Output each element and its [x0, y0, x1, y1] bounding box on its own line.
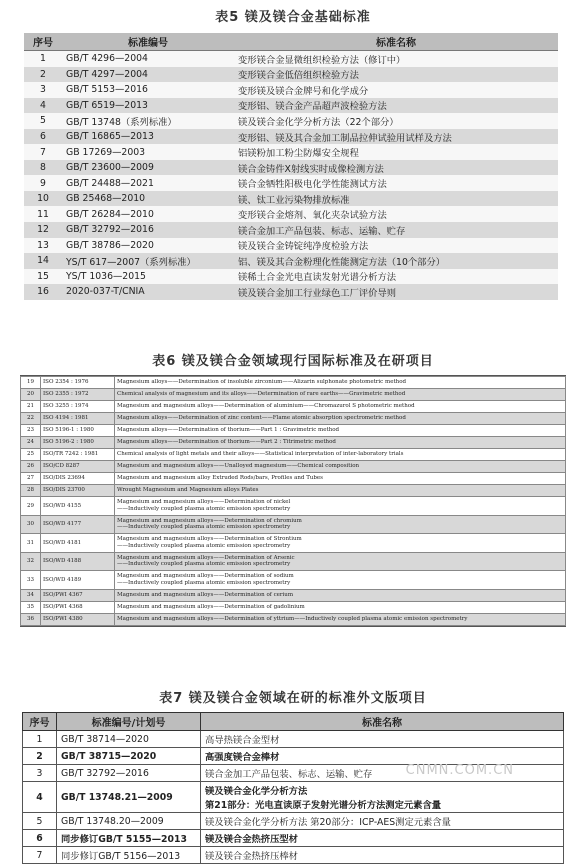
row-number: 29 — [21, 497, 41, 516]
table-row — [21, 497, 566, 516]
row-number: 1 — [24, 51, 62, 67]
standard-code: GB/T 13748.20—2009 — [57, 813, 201, 830]
standard-title — [115, 497, 566, 516]
row-number: 3 — [23, 765, 57, 782]
table-row — [23, 847, 564, 864]
table-row — [21, 534, 566, 553]
table7-caption: 表7 镁及镁合金领域在研的标准外文版项目 — [159, 691, 427, 706]
standard-code: ISO 5196-1 : 1980 — [41, 425, 115, 437]
row-number: 16 — [24, 284, 62, 300]
row-number: 20 — [21, 389, 41, 401]
standard-code: GB/T 38715—2020 — [57, 748, 201, 765]
standard-name — [201, 748, 564, 765]
row-number: 11 — [24, 206, 62, 222]
row-number: 27 — [21, 473, 41, 485]
row-number: 24 — [21, 437, 41, 449]
standard-title-line: Magnesium and magnesium alloys——Unalloyed magnesium——Chemical composition — [117, 463, 360, 470]
standard-title — [115, 401, 566, 413]
table-row — [21, 461, 566, 473]
standard-name-line: 镁及镁合金化学分析方法 — [205, 786, 308, 797]
standard-name-line: 高导热镁合金型材 — [205, 735, 280, 746]
standard-name: 镁及镁合金化学分析方法（22个部分） — [234, 113, 558, 129]
standard-title-line: Magnesium and magnesium alloys——Determination of Strontium — [117, 536, 302, 543]
row-number: 21 — [21, 401, 41, 413]
standard-code: ISO/WD 4177 — [41, 515, 115, 534]
standard-code: YS/T 617—2007（系列标准） — [62, 253, 234, 269]
standard-title-line: ——Inductively coupled plasma atomic emission spectrometry — [117, 524, 291, 531]
standard-code: ISO 3255 : 1974 — [41, 401, 115, 413]
standard-title-line: Magnesium and magnesium alloys——Determination of chromium — [117, 517, 302, 524]
standard-title-line: ——Inductively coupled plasma atomic emission spectrometry — [117, 505, 291, 512]
table5-header-code: 标准编号 — [62, 33, 234, 51]
standard-code: ISO/WD 4181 — [41, 534, 115, 553]
standard-title-line: Magnesium and magnesium alloys——Determination of aluminium——Chromazurol S photometric method — [117, 403, 415, 410]
standard-code: ISO/DIS 23700 — [41, 485, 115, 497]
standard-name: 变形镁合金显微组织检验方法（修订中） — [234, 51, 558, 67]
table-row — [23, 813, 564, 830]
table-row — [24, 129, 558, 145]
standard-title — [115, 515, 566, 534]
row-number: 6 — [24, 129, 62, 145]
standard-code: GB 17269—2003 — [62, 144, 234, 160]
row-number: 28 — [21, 485, 41, 497]
standard-name-line: 镁及镁合金热挤压棒材 — [205, 851, 298, 862]
row-number: 4 — [24, 98, 62, 114]
table6-caption: 表6 镁及镁合金领域现行国际标准及在研项目 — [152, 354, 434, 369]
row-number: 1 — [23, 731, 57, 748]
standard-title-line: Magnesium alloys——Determination of thorium——Part 2 : Titrimetric method — [117, 439, 336, 446]
table-row — [24, 206, 558, 222]
row-number: 8 — [24, 160, 62, 176]
standard-title — [115, 571, 566, 590]
table-row — [24, 238, 558, 254]
standard-code: ISO/PWI 4368 — [41, 601, 115, 613]
table-row — [24, 67, 558, 83]
standard-name: 铝镁粉加工粉尘防爆安全规程 — [234, 144, 558, 160]
table-row — [23, 830, 564, 847]
table5-header-no: 序号 — [24, 33, 62, 51]
standard-code: GB/T 13748（系列标准） — [62, 113, 234, 129]
table-row — [21, 613, 566, 625]
standard-code: GB/T 6519—2013 — [62, 98, 234, 114]
standard-code: ISO 4194 : 1981 — [41, 413, 115, 425]
standard-name — [201, 847, 564, 864]
standard-code: GB/T 16865—2013 — [62, 129, 234, 145]
standard-name: 变形镁及镁合金牌号和化学成分 — [234, 82, 558, 98]
standard-title — [115, 613, 566, 625]
table-row — [24, 113, 558, 129]
row-number: 5 — [23, 813, 57, 830]
standard-title — [115, 377, 566, 389]
table-row — [21, 589, 566, 601]
row-number: 10 — [24, 191, 62, 207]
standard-title — [115, 437, 566, 449]
row-number: 36 — [21, 613, 41, 625]
table-row — [24, 160, 558, 176]
table-row — [21, 601, 566, 613]
standard-code: ISO/TR 7242 : 1981 — [41, 449, 115, 461]
standard-name — [201, 830, 564, 847]
row-number: 13 — [24, 238, 62, 254]
standard-title-line: Magnesium alloys——Determination of insoluble zirconium——Alizarin sulphonate photometric method — [117, 379, 407, 386]
standard-code: GB/T 32792—2016 — [57, 765, 201, 782]
standard-code: ISO 5196-2 : 1980 — [41, 437, 115, 449]
row-number: 35 — [21, 601, 41, 613]
table-row — [24, 284, 558, 300]
standard-code: ISO/WD 4189 — [41, 571, 115, 590]
row-number: 3 — [24, 82, 62, 98]
standard-name-line: 镁及镁合金热挤压型材 — [205, 834, 298, 845]
standard-title-line: Magnesium alloys——Determination of zinc content——Flame atomic absorption spectrometric method — [117, 415, 406, 422]
table-row — [23, 748, 564, 765]
table-row — [21, 377, 566, 389]
standard-name: 变形铝、镁合金产品超声波检验方法 — [234, 98, 558, 114]
standard-name: 变形铝、镁及其合金加工制品拉伸试验用试样及方法 — [234, 129, 558, 145]
row-number: 33 — [21, 571, 41, 590]
standard-code: ISO/PWI 4367 — [41, 589, 115, 601]
table-row — [21, 437, 566, 449]
standard-name: 镁合金牺牲阳极电化学性能测试方法 — [234, 175, 558, 191]
standard-code: ISO/PWI 4380 — [41, 613, 115, 625]
standard-code: ISO/CD 8287 — [41, 461, 115, 473]
table-row — [21, 473, 566, 485]
table7-header-code: 标准编号/计划号 — [57, 713, 201, 731]
standard-code: ISO 2354 : 1976 — [41, 377, 115, 389]
standard-title — [115, 425, 566, 437]
standard-code: GB/T 38786—2020 — [62, 238, 234, 254]
standard-code: 同步修订GB/T 5156—2013 — [57, 847, 201, 864]
standard-name: 镁、钛工业污染物排放标准 — [234, 191, 558, 207]
row-number: 25 — [21, 449, 41, 461]
row-number: 4 — [23, 782, 57, 813]
row-number: 22 — [21, 413, 41, 425]
standard-title-line: Chemical analysis of magnesium and its alloys——Determination of rare earths——Gravimetric method — [117, 391, 406, 398]
standard-title — [115, 449, 566, 461]
standard-code: 2020-037-T/CNIA — [62, 284, 234, 300]
table7 — [22, 712, 564, 864]
standard-title — [115, 461, 566, 473]
table-row — [24, 253, 558, 269]
table-row — [21, 389, 566, 401]
standard-name — [201, 813, 564, 830]
row-number: 15 — [24, 269, 62, 285]
row-number: 7 — [24, 144, 62, 160]
standard-title-line: ——Inductively coupled plasma atomic emission spectrometry — [117, 561, 291, 568]
row-number: 32 — [21, 552, 41, 571]
table5-header-name: 标准名称 — [234, 33, 558, 51]
table7-header — [23, 713, 564, 731]
table-row — [23, 731, 564, 748]
standard-name: 镁及镁合金铸锭纯净度检验方法 — [234, 238, 558, 254]
standard-code: ISO/WD 4155 — [41, 497, 115, 516]
table5-caption: 表5 镁及镁合金基础标准 — [215, 10, 371, 25]
standard-name: 镁合金加工产品包装、标志、运输、贮存 — [234, 222, 558, 238]
table-row — [24, 222, 558, 238]
row-number: 5 — [24, 113, 62, 129]
row-number: 14 — [24, 253, 62, 269]
standard-title-line: Magnesium and magnesium alloys——Determination of nickel — [117, 499, 291, 506]
standard-title — [115, 473, 566, 485]
standard-title-line: ——Inductively coupled plasma atomic emission spectrometry — [117, 542, 291, 549]
table-row — [21, 413, 566, 425]
table-row — [21, 552, 566, 571]
standard-title-line: Magnesium and magnesium alloys——Determination of gadolinium — [117, 603, 305, 610]
row-number: 12 — [24, 222, 62, 238]
row-number: 31 — [21, 534, 41, 553]
standard-title — [115, 413, 566, 425]
row-number: 26 — [21, 461, 41, 473]
row-number: 2 — [23, 748, 57, 765]
standard-code: GB/T 4297—2004 — [62, 67, 234, 83]
standard-code: YS/T 1036—2015 — [62, 269, 234, 285]
standard-code: GB/T 13748.21—2009 — [57, 782, 201, 813]
standard-title-line: ——Inductively coupled plasma atomic emission spectrometry — [117, 579, 291, 586]
standard-title — [115, 485, 566, 497]
standard-name — [201, 782, 564, 813]
table-row — [24, 144, 558, 160]
row-number: 34 — [21, 589, 41, 601]
standard-title-line: Magnesium and magnesium alloys——Determination of Arsenic — [117, 554, 295, 561]
standard-name: 变形镁合金低倍组织检验方法 — [234, 67, 558, 83]
standard-code: GB 25468—2010 — [62, 191, 234, 207]
standard-code: GB/T 24488—2021 — [62, 175, 234, 191]
standard-code: GB/T 26284—2010 — [62, 206, 234, 222]
table-row — [21, 515, 566, 534]
table7-header-no: 序号 — [23, 713, 57, 731]
table-row — [24, 98, 558, 114]
standard-name-line: 镁合金加工产品包装、标志、运输、贮存 — [205, 769, 373, 780]
standard-title-line: Chemical analysis of light metals and their alloys——Statistical interpretation of inter-laboratory trials — [117, 451, 404, 458]
standard-title-line: Magnesium and magnesium alloys——Determination of yttrium——Inductively coupled plasma atomic emission spectrometry — [117, 615, 468, 622]
standard-code: ISO/DIS 23694 — [41, 473, 115, 485]
table6 — [20, 375, 566, 627]
standard-name-line: 第21部分：光电直读原子发射光谱分析方法测定元素含量 — [205, 800, 442, 811]
standard-title — [115, 601, 566, 613]
standard-title — [115, 534, 566, 553]
standard-code: 同步修订GB/T 5155—2013 — [57, 830, 201, 847]
standard-code: GB/T 23600—2009 — [62, 160, 234, 176]
table-row — [21, 425, 566, 437]
standard-title-line: Magnesium and magnesium alloys——Determination of cerium — [117, 591, 294, 598]
standard-name-line: 高强度镁合金棒材 — [205, 752, 280, 763]
standard-name: 铝、镁及其合金粉理化性能测定方法（10个部分） — [234, 253, 558, 269]
row-number: 7 — [23, 847, 57, 864]
row-number: 19 — [21, 377, 41, 389]
table5 — [24, 33, 558, 300]
table-row — [23, 782, 564, 813]
standard-code: GB/T 5153—2016 — [62, 82, 234, 98]
standard-name: 变形镁合金熔剂、氧化夹杂试验方法 — [234, 206, 558, 222]
standard-code: GB/T 32792—2016 — [62, 222, 234, 238]
table-row — [24, 191, 558, 207]
standard-title-line: Magnesium alloys——Determination of thorium——Part 1 : Gravimetric method — [117, 427, 340, 434]
row-number: 6 — [23, 830, 57, 847]
standard-title-line: Wrought Magnesium and Magnesium alloys Plates — [117, 487, 259, 494]
row-number: 30 — [21, 515, 41, 534]
table-row — [24, 51, 558, 67]
table7-header-name: 标准名称 — [201, 713, 564, 731]
standard-name — [201, 731, 564, 748]
table-row — [21, 449, 566, 461]
standard-code: GB/T 4296—2004 — [62, 51, 234, 67]
standard-title-line: Magnesium and magnesium alloy Extruded Rods/bars, Profiles and Tubes — [117, 475, 324, 482]
table-row — [21, 571, 566, 590]
row-number: 2 — [24, 67, 62, 83]
standard-name: 镁稀土合金光电直读发射光谱分析方法 — [234, 269, 558, 285]
table-row — [24, 82, 558, 98]
standard-code: GB/T 38714—2020 — [57, 731, 201, 748]
table-row — [24, 269, 558, 285]
standard-name: 镁及镁合金加工行业绿色工厂评价导则 — [234, 284, 558, 300]
standard-name: 镁合金铸件X射线实时成像检测方法 — [234, 160, 558, 176]
standard-name-line: 镁及镁合金化学分析方法 第20部分：ICP-AES测定元素含量 — [205, 817, 451, 828]
standard-title-line: Magnesium and magnesium alloys——Determination of sodium — [117, 573, 294, 580]
standard-code: ISO 2355 : 1972 — [41, 389, 115, 401]
standard-title — [115, 552, 566, 571]
table-row — [21, 401, 566, 413]
table-row — [24, 175, 558, 191]
standard-code: ISO/WD 4188 — [41, 552, 115, 571]
row-number: 9 — [24, 175, 62, 191]
watermark: CNMN.COM.CN — [405, 763, 514, 778]
row-number: 23 — [21, 425, 41, 437]
table5-header — [24, 33, 558, 51]
standard-title — [115, 389, 566, 401]
table-row — [21, 485, 566, 497]
standard-title — [115, 589, 566, 601]
